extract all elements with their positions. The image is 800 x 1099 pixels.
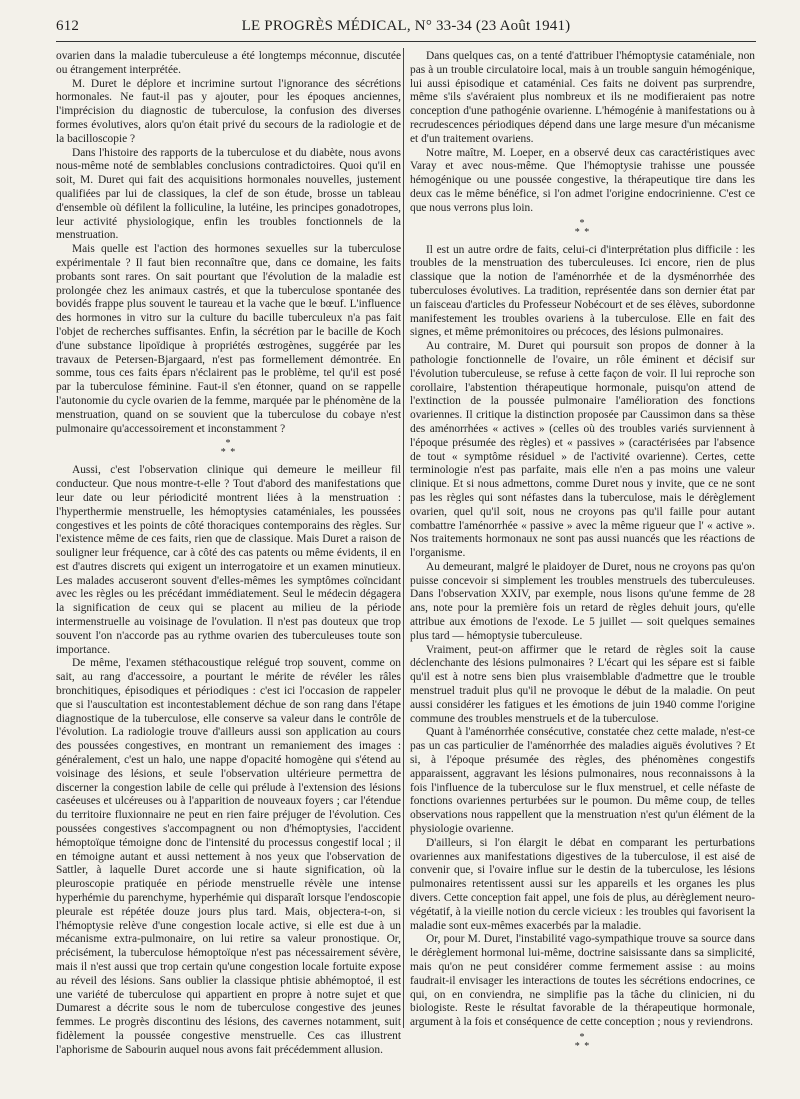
paragraph: Au contraire, M. Duret qui poursuit son propos de donner à la pathologie fonctionnelle de l'ovaire, un rôle éminent et décisif sur l'évolution tuberculeuse, se refuse à cette façon de voir. Il lui reproche son corollaire, l'abstention thérapeutique hormonale, puisqu'on attend de l'extinction de la poussée pulmonaire l'amélioration des fonctions ovariennes. Il critique la distinction proposée par Caussimon dans sa thèse des aménorrhées « actives » (celles où des troubles variés surviennent à l'époque présumée des règles) et « passives » (caractérisées par l'absence de tout « symptôme résiduel » de l'activité ovarienne). Certes, cette terminologie n'est pas parfaite, mais elle n'en a pas moins une valeur clinique. Et si nous admettons, comme Duret nous y invite, que ce ne sont pas les règles qui sont néfastes dans la tuberculose, mais le dérèglement ovarien, quel qu'il soit, nous ne croyons pas qu'il faille pour autant combattre l'aménorrhée « passive » avec la même rigueur que l' « active ». Nos traitements hormonaux ne sont pas aussi nuancés que les réactions de l'organisme. <box>410 340 755 560</box>
paragraph: ovarien dans la maladie tuberculeuse a été longtemps méconnue, discutée ou étrangement interprétée. <box>56 50 401 76</box>
section-separator <box>56 440 401 458</box>
paragraph: Dans quelques cas, on a tenté d'attribuer l'hémoptysie cataméniale, non pas à un trouble circulatoire local, mais à un trouble sanguin hémogénique, lui aussi épisodique et cataménial. Ces faits ne doivent pas surprendre, même s'ils s'avéraient plus nombreux et ils ne modifieraient pas notre conception d'une pathogénie ovarienne. L'hémogénie à manifestations ou à recrudescences périodiques dépend dans une large mesure d'un mécanisme et d'un traitement ovariens. <box>410 50 755 145</box>
paragraph: Au demeurant, malgré le plaidoyer de Duret, nous ne croyons pas qu'on puisse concevoir si simplement les troubles menstruels des tuberculeuses. Dans l'observation XXIV, par exemple, nous lisons qu'une femme de 28 ans, note pour la première fois un retard de règles dehuit jours, qu'elle attribue aux émotions de l'exode. Le 5 juillet — soit quelques semaines plus tard — hémoptysie tuberculeuse. <box>410 560 755 642</box>
running-title: LE PROGRÈS MÉDICAL, N° 33-34 (23 Août 1941) <box>241 18 571 34</box>
right-column <box>410 50 755 1090</box>
paragraph: D'ailleurs, si l'on élargit le débat en comparant les perturbations ovariennes aux manifestations digestives de la tuberculose, il est aisé de convenir que, si l'ovaire influe sur le destin de la tuberculose, les lésions pulmonaires retentissent aussi sur les appareils et les organes les plus divers. Cette conception fait appel, une fois de plus, au dérèglement neuro-végétatif, à la vieille notion du cercle vicieux : les troubles qui favorisent la maladie sont eux-mêmes exacerbés par la maladie. <box>410 836 755 932</box>
section-separator <box>410 1031 755 1052</box>
left-column <box>56 50 401 1090</box>
separator-bottom: * * <box>574 1040 591 1052</box>
paragraph: Mais quelle est l'action des hormones sexuelles sur la tuberculose expérimentale ? Il faut bien reconnaître que, dans ce domaine, les faits probants sont rares. On sait pourtant que l'évolution de la maladie est prolongée chez les animaux castrés, et que la tuberculose spontanée des bovidés frappe plus souvent le taureau et la vache que le bœuf. L'influence des hormones in vitro sur la culture du bacille tuberculeux n'a pas fait l'objet de recherches suffisantes. Enfin, la sécrétion par le bacille de Koch d'une substance lipoïdique à propriétés œstrogènes, suggérée par les travaux de Petersen-Bjargaard, n'est pas formellement démontrée. En somme, tous ces faits épars n'éclairent pas le problème, tel qu'il est posé par la tuberculose féminine. Faut-il s'en étonner, quand on se rappelle l'autonomie du cycle ovarien de la femme, marquée par le phénomène de la menstruation, quand on se souvient que la tuberculose du cobaye n'est pulmonaire qu'accessoirement et inconstamment ? <box>56 243 401 435</box>
paragraph: Vraiment, peut-on affirmer que le retard de règles soit la cause déclenchante des lésions pulmonaires ? L'écart qui les sépare est si faible qu'il est à notre sens bien plus vraisemblable d'admettre que le trouble menstruel traduit plus qu'il ne provoque le début de la maladie. On peut aussi considérer les fatigues et les émotions de juin 1940 comme l'origine commune des troubles menstruels et de la tuberculose. <box>410 643 755 725</box>
paragraph: Aussi, c'est l'observation clinique qui demeure le meilleur fil conducteur. Que nous montre-t-elle ? Tout d'abord des manifestations que leur date ou leur périodicité montrent liées à la menstruation : l'hyperthermie menstruelle, les hémoptysies cataméniales, les poussées congestives et les points de côté thoraciques contemporains des règles. Sur l'existence même de ces faits, rien que de classique. Mais Duret a raison de souligner leur fréquence, car à côté des cas patents ou même évidents, il en est d'autres discrets qui exigent un interrogatoire et un examen minutieux. Les malades accuseront souvent d'elles-mêmes les symptômes coïncidant avec les règles ou les précédant immédiatement. Seul le médecin dégagera la signification de ceux qui se placent au milieu de la période intermenstruelle au voisinage de l'ovulation. Il n'est pas douteux que trop souvent l'on n'accorde pas au rythme ovarien des tuberculeuses toute son importance. <box>56 464 401 656</box>
separator-top: * <box>579 217 586 229</box>
section-separator <box>410 217 755 238</box>
separator-top: * <box>579 1031 586 1043</box>
separator-bottom: * * <box>220 447 237 459</box>
paragraph: Dans l'histoire des rapports de la tuberculose et du diabète, nous avons nous-même noté de semblables conclusions contradictoires. Quoi qu'il en soit, M. Duret qui fait des acquisitions hormonales nouvelles, justement qualifiées par lui de classiques, la clef de son étude, brosse un tableau d'ensemble où défilent la folliculine, la lutéine, les principes gonadotropes, leur activité physiologique, enfin les troubles fonctionnels de la menstruation. <box>56 146 401 242</box>
paragraph: Notre maître, M. Loeper, en a observé deux cas caractéristiques avec Varay et avec nous-même. Que l'hémoptysie trahisse une poussée hémogénique ou une poussée congestive, la thérapeutique tire dans les deux cas le même bénéfice, si l'on admet l'origine endocrinienne. C'est ce que nous verrons plus loin. <box>410 146 755 214</box>
paragraph: M. Duret le déplore et incrimine surtout l'ignorance des sécrétions hormonales. Ne faut-il pas y ajouter, pour les époques anciennes, l'imprécision du diagnostic de tuberculose, la confusion des diverses formes évolutives, alors qu'on était privé du secours de la radiologie et de la bacilloscopie ? <box>56 77 401 145</box>
separator-bottom: * * <box>574 226 591 238</box>
paragraph: De même, l'examen stéthacoustique relégué trop souvent, comme on sait, au rang d'accessoire, a pourtant le mérite de révéler les râles bronchitiques, épisodiques et périodiques : c'est ici l'occasion de rappeler que si l'auscultation est incontestablement déchue de son rang dans l'étape diagnostique de la tuberculose, elle conserve sa valeur dans le contrôle de l'évolution. La radiologie trouve d'ailleurs aussi son application au cours des poussées congestives, en montrant un remaniement des images : généralement, c'est un halo, une nappe d'opacité homogène qui s'étend au voisinage des lésions, et seule l'observation ultérieure permettra de discerner la congestion labile de celle qui prélude à l'extension des lésions caséeuses et ulcéreuses ou à l'apparition de nouveaux foyers ; car l'étendue du territoire fluxionnaire ne peut en rien faire préjuger de l'évolution. Ces poussées congestives s'accompagnent ou non d'hémoptysies, l'accident hémoptoïque témoigne donc de l'intensité du processus congestif local ; il en témoigne autant et aussi nettement à nos yeux que l'observation de Sattler, à laquelle Duret accorde une si haute signification, où la pleuroscopie pratiquée en période menstruelle révèle une intense hyperhémie du parenchyme, hyperhémie qui disparaît lorsque l'endoscopie pleurale est répétée douze jours plus tard. Mais, objectera-t-on, si l'hémoptysie relève d'une congestion locale active, si elle est due à un mécanisme extra-pulmonaire, on lui retire sa valeur pronostique. Or, précisément, la tuberculose hémoptoïque n'est pas nécessairement sévère, mais il n'est aussi que trop certain qu'une congestion locale fortuite expose au réveil des lésions. Sans oublier la classique phtisie abhémoptoé, il est une variété de tuberculose qui appartient en propre à notre sujet et que Dumarest a décrite sous le nom de tuberculose congestive des jeunes femmes. Le progrès discontinu des lésions, des cavernes notamment, suit fidèlement la poussée congestive menstruelle. Ces cas illustrent l'aphorisme de Sabourin auquel nous avons fait précédemment allusion. <box>56 657 401 1056</box>
separator-top: * <box>225 438 232 450</box>
paragraph: Il est un autre ordre de faits, celui-ci d'interprétation plus difficile : les troubles de la menstruation des tuberculeuses. Ici encore, rien de plus classique que la notion de l'aménorrhée et de la dysménorrhée des tuberculoses évolutives. La tradition, représentée dans son dernier état par un faisceau d'articles du Professeur Nobécourt et de ses élèves, subordonne manifestement les troubles ovariens à la tuberculose. Elle en fait des signes, et même prémonitoires ou précoces, des lésions pulmonaires. <box>410 243 755 339</box>
header-rule <box>56 41 756 42</box>
column-divider <box>403 48 404 1028</box>
page-header <box>56 18 756 40</box>
paragraph: Or, pour M. Duret, l'instabilité vago-sympathique trouve sa source dans le dérèglement hormonal lui-même, doctrine saisissante dans sa simplicité, mais qu'on ne peut considérer comme fermement assise : au moins faudrait-il envisager les interactions de toutes les sécrétions endocrines, ce qui, on en conviendra, ne simplifie pas la tâche du clinicien, ni du biologiste. Reste le résultat favorable de la thérapeutique hormonale, argument à la fois et conséquence de cette conception ; nous y reviendrons. <box>410 933 755 1029</box>
page-number: 612 <box>56 18 80 34</box>
paragraph: Quant à l'aménorrhée consécutive, constatée chez cette malade, n'est-ce pas un cas particulier de l'aménorrhée des maladies aiguës évolutives ? Et si, à l'époque présumée des règles, des phénomènes congestifs apparaissent, aggravant les lésions pulmonaires, nous reconnaissons à la fois l'influence de la tuberculose sur le flux menstruel, et celle néfaste de fonctions ovariennes perturbées sur le poumon. Du même coup, de telles observations nous rappellent que la menstruation n'est qu'un élément de la physiologie ovarienne. <box>410 726 755 836</box>
